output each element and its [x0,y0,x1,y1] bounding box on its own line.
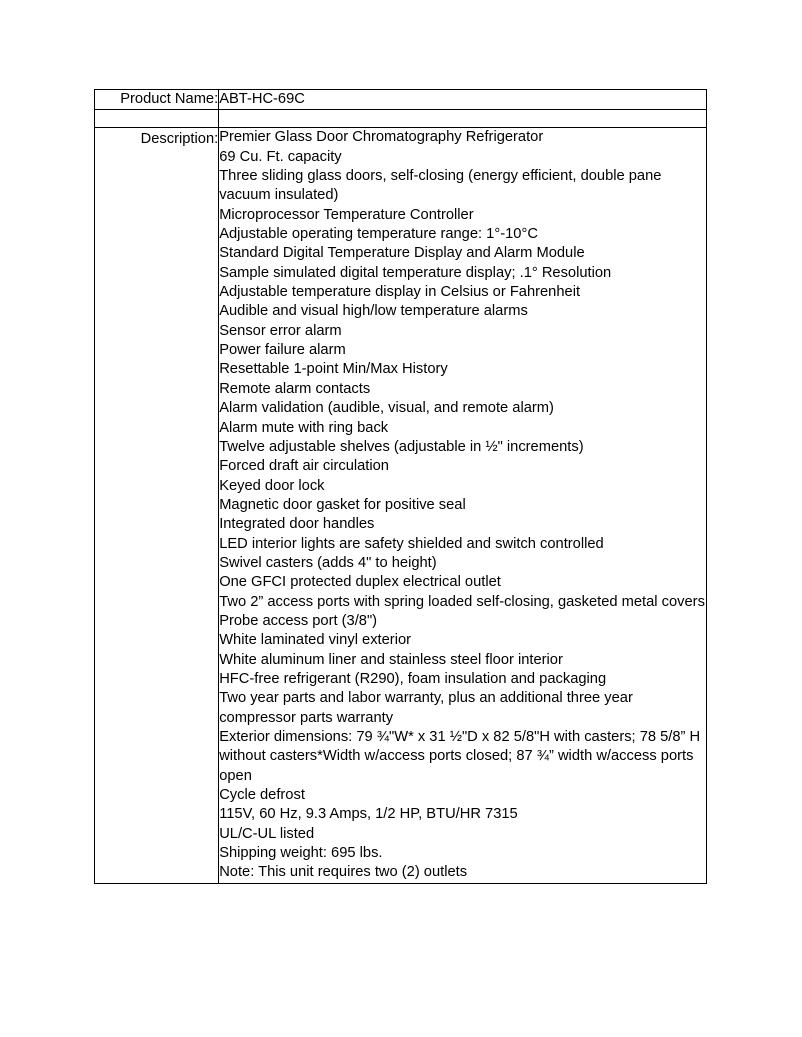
description-line: Two 2” access ports with spring loaded self-closing, gasketed metal covers [219,593,705,610]
description-line: Swivel casters (adds 4" to height) [219,554,437,571]
table-row-description [95,128,707,883]
description-line: Two year parts and labor warranty, plus an additional three year compressor parts warranty [219,690,633,726]
description-label: Description: [95,128,219,883]
description-line: White aluminum liner and stainless steel floor interior [219,651,563,668]
description-line: LED interior lights are safety shielded and switch controlled [219,535,604,552]
description-line: Exterior dimensions: 79 ¾"W* x 31 ½"D x 82 5/8"H with casters; 78 5/8” H without casters*Width w/access ports closed; 87 ¾” width w/access ports open [219,729,701,784]
description-line: HFC-free refrigerant (R290), foam insulation and packaging [219,670,607,687]
description-line: Twelve adjustable shelves (adjustable in ½" increments) [219,438,584,455]
description-line-list [219,128,706,882]
table-row-spacer [95,110,707,128]
description-line: Magnetic door gasket for positive seal [219,496,466,513]
description-line: Probe access port (3/8") [219,612,378,629]
description-line: Power failure alarm [219,342,346,359]
description-line: 69 Cu. Ft. capacity [219,148,342,165]
description-line: Standard Digital Temperature Display and Alarm Module [219,245,585,262]
description-line: White laminated vinyl exterior [219,632,412,649]
product-name-label: Product Name: [95,90,219,110]
description-line: Shipping weight: 695 lbs. [219,845,383,862]
description-line: Forced draft air circulation [219,458,389,475]
spacer-value-cell [219,110,707,128]
description-line: Sample simulated digital temperature display; .1° Resolution [219,264,612,281]
description-line: Sensor error alarm [219,322,342,339]
description-line: 115V, 60 Hz, 9.3 Amps, 1/2 HP, BTU/HR 7315 [219,806,518,823]
description-line: Alarm mute with ring back [219,419,389,436]
description-line: Note: This unit requires two (2) outlets [219,864,468,881]
description-line: Resettable 1-point Min/Max History [219,361,448,378]
table-row-product-name [95,90,707,110]
description-value [219,128,707,883]
description-line: One GFCI protected duplex electrical outlet [219,574,501,591]
description-line: Alarm validation (audible, visual, and remote alarm) [219,400,554,417]
spacer-label-cell [95,110,219,128]
description-line: UL/C-UL listed [219,825,315,842]
description-line: Adjustable operating temperature range: 1°-10°C [219,226,538,243]
description-line: Cycle defrost [219,787,305,804]
description-line: Keyed door lock [219,477,325,494]
product-spec-table [94,89,707,884]
description-line: Premier Glass Door Chromatography Refrigerator [219,129,544,146]
product-name-value: ABT-HC-69C [219,90,707,110]
description-line: Remote alarm contacts [219,380,371,397]
description-line: Three sliding glass doors, self-closing (energy efficient, double pane vacuum insulated) [219,168,662,204]
description-line: Audible and visual high/low temperature alarms [219,303,528,320]
description-line: Microprocessor Temperature Controller [219,206,474,223]
description-line: Adjustable temperature display in Celsius or Fahrenheit [219,284,581,301]
description-line: Integrated door handles [219,516,375,533]
